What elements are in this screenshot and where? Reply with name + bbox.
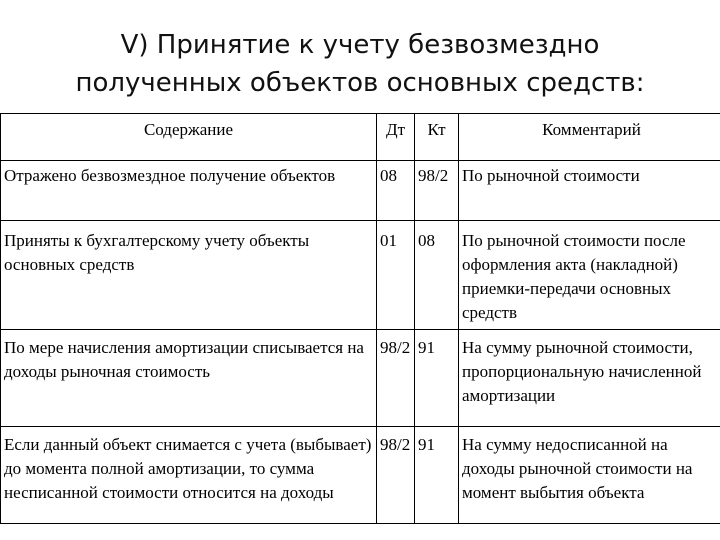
cell-credit: 91 bbox=[415, 330, 459, 427]
cell-credit: 08 bbox=[415, 221, 459, 330]
accounting-entries-table bbox=[0, 113, 720, 524]
cell-comment: На сумму рыночной стоимости, пропорциональную начисленной амортизации bbox=[459, 330, 720, 427]
cell-content: Если данный объект снимается с учета (выбывает) до момента полной амортизации, то сумма несписанной стоимости относится на доходы bbox=[1, 427, 377, 524]
table-row bbox=[1, 161, 720, 221]
cell-credit: 98/2 bbox=[415, 161, 459, 221]
slide-title bbox=[0, 26, 720, 102]
cell-comment: По рыночной стоимости после оформления акта (накладной) приемки-передачи основных средств bbox=[459, 221, 720, 330]
cell-content: Отражено безвозмездное получение объектов bbox=[1, 161, 377, 221]
cell-comment: По рыночной стоимости bbox=[459, 161, 720, 221]
cell-debit: 08 bbox=[377, 161, 415, 221]
table-row bbox=[1, 427, 720, 524]
cell-comment: На сумму недосписанной на доходы рыночной стоимости на момент выбытия объекта bbox=[459, 427, 720, 524]
table-header-row bbox=[1, 114, 720, 161]
slide-title-line-1: V) Принятие к учету безвозмездно bbox=[120, 30, 600, 60]
header-comment: Комментарий bbox=[459, 114, 720, 161]
cell-credit: 91 bbox=[415, 427, 459, 524]
cell-debit: 01 bbox=[377, 221, 415, 330]
cell-content: По мере начисления амортизации списывается на доходы рыночная стоимость bbox=[1, 330, 377, 427]
header-content: Содержание bbox=[1, 114, 377, 161]
cell-content: Приняты к бухгалтерскому учету объекты основных средств bbox=[1, 221, 377, 330]
cell-debit: 98/2 bbox=[377, 427, 415, 524]
table-row bbox=[1, 221, 720, 330]
table-row bbox=[1, 330, 720, 427]
header-debit: Дт bbox=[377, 114, 415, 161]
slide-title-line-2: полученных объектов основных средств: bbox=[75, 68, 645, 98]
cell-debit: 98/2 bbox=[377, 330, 415, 427]
header-credit: Кт bbox=[415, 114, 459, 161]
